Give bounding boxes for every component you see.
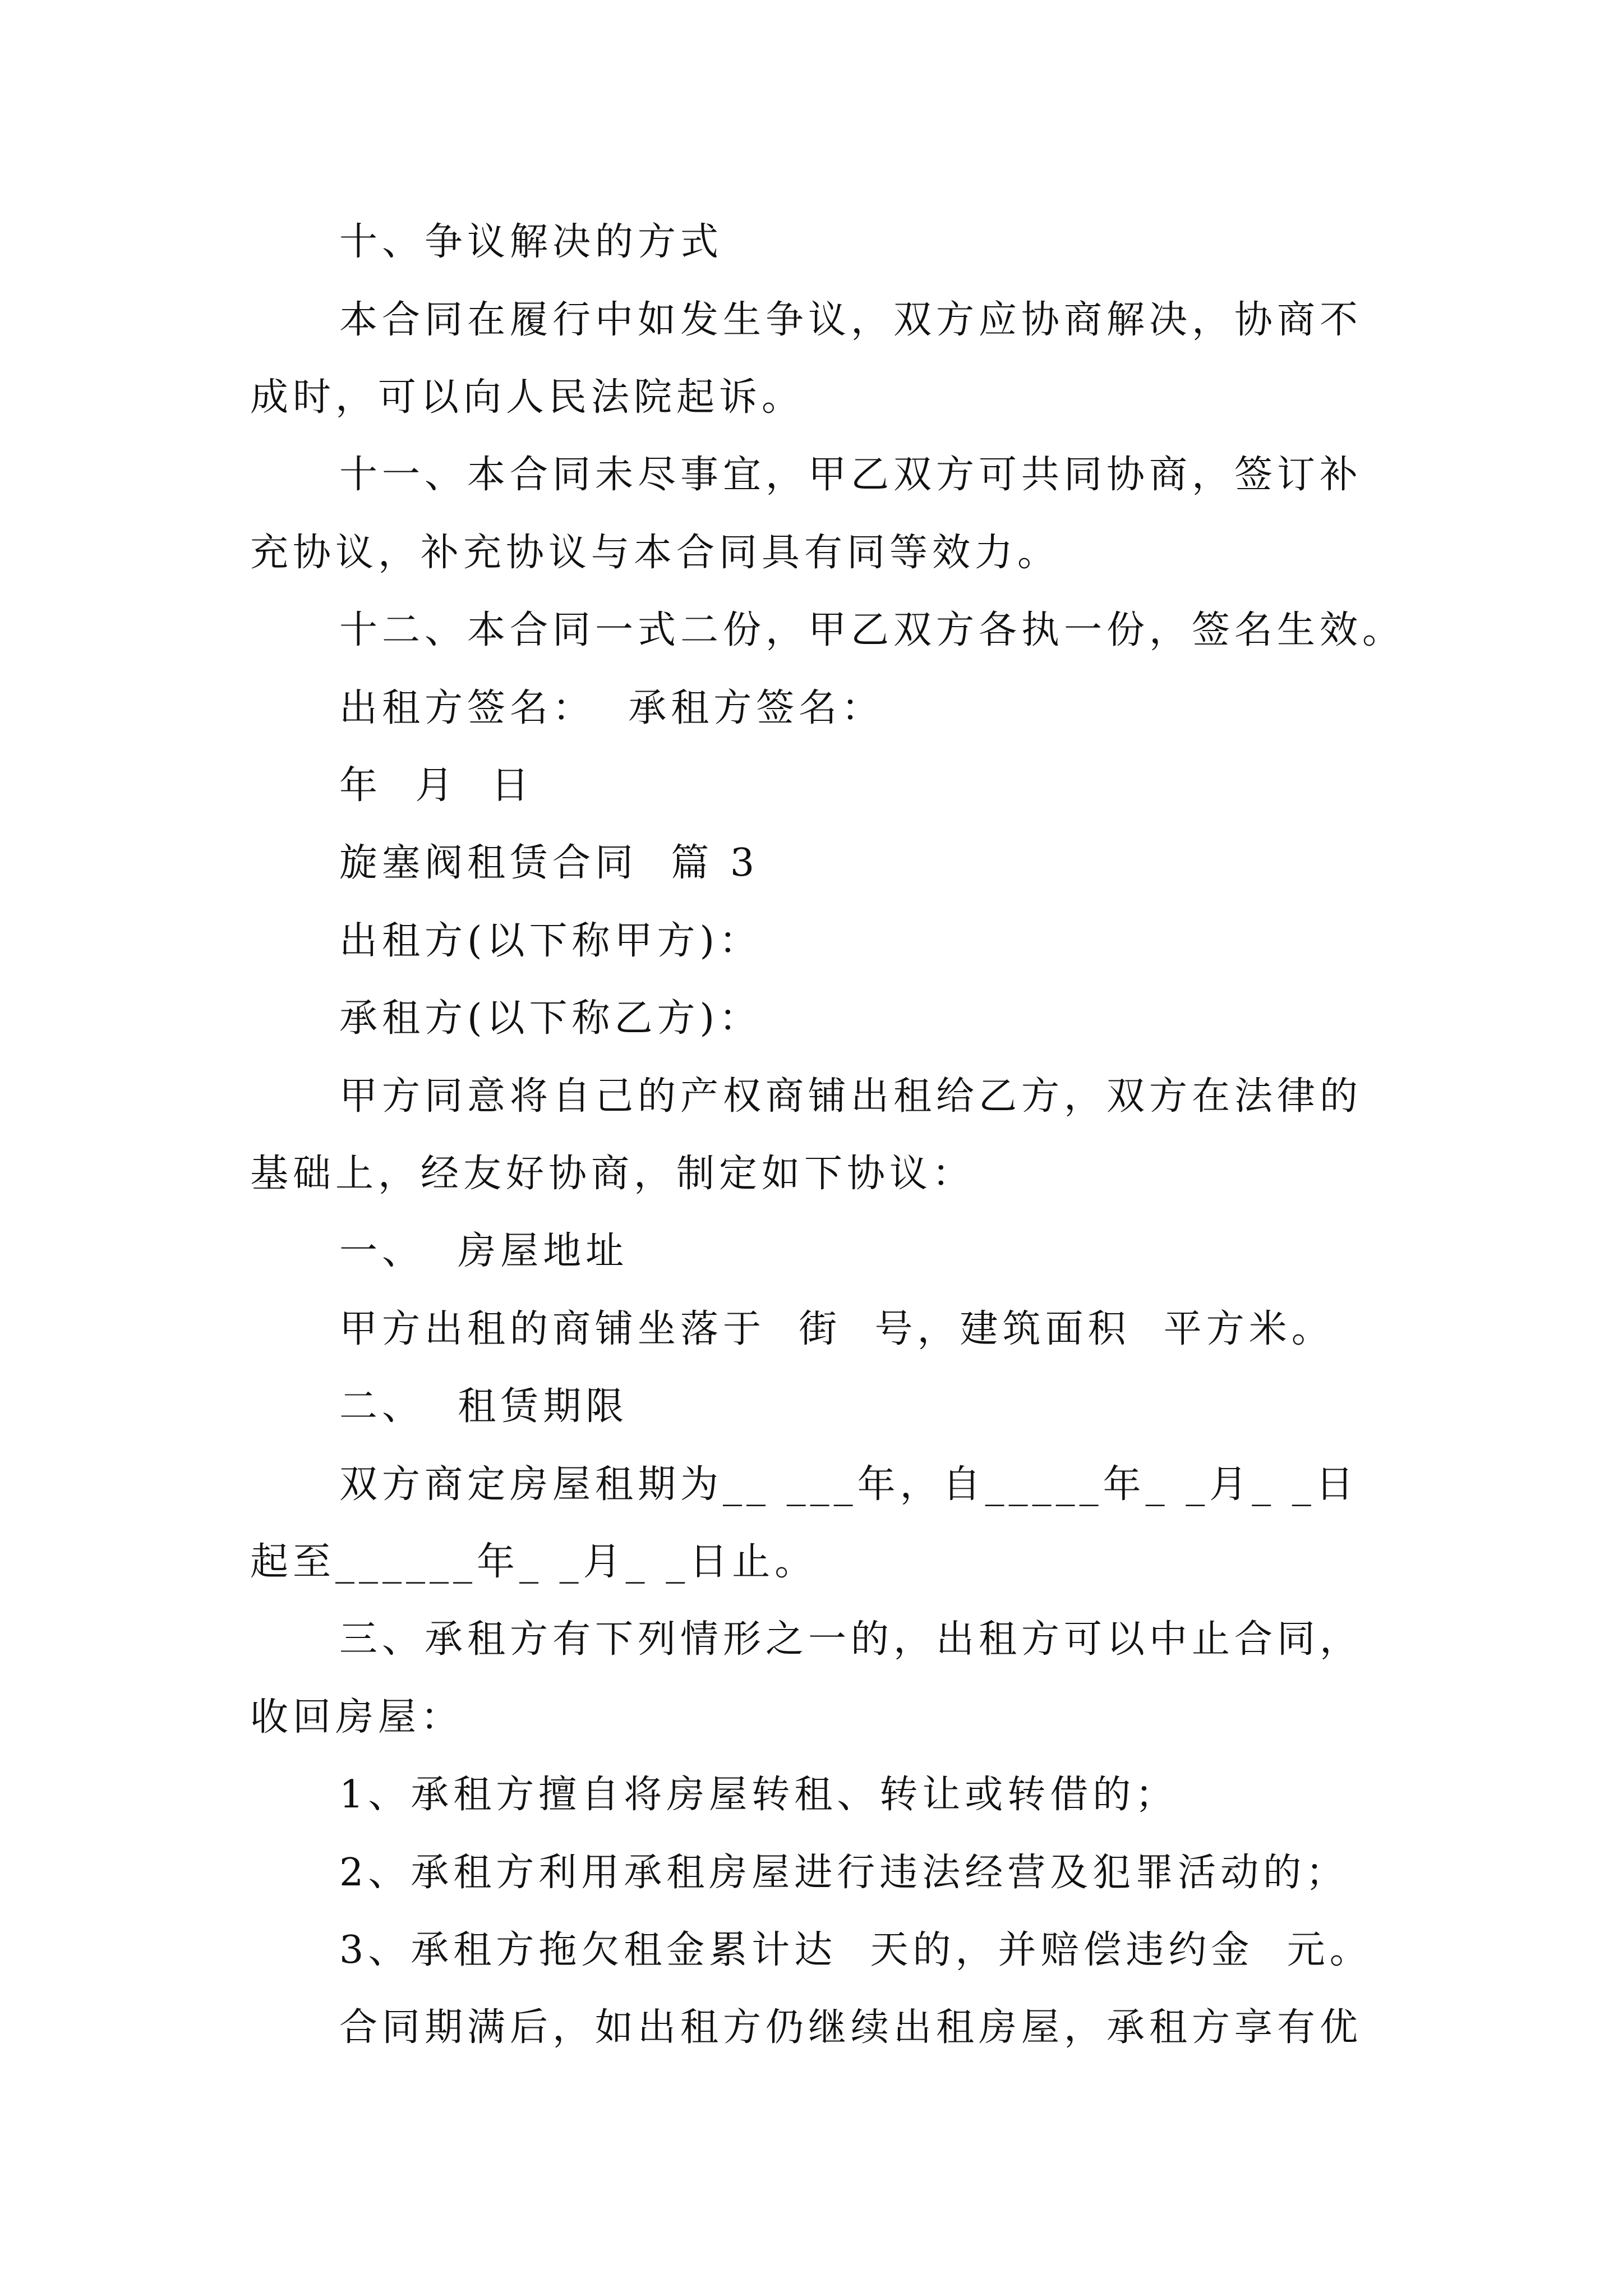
paragraph-line: 基础上，经友好协商，制定如下协议：: [250, 1152, 975, 1196]
signature-line: 出租方签名： 承租方签名：: [339, 686, 884, 730]
paragraph-line: 收回房屋：: [250, 1695, 464, 1740]
list-item: 3、承租方拖欠租金累计达 天的，并赔偿违约金 元。: [339, 1928, 1372, 1972]
date-line: 年 月 日: [339, 763, 534, 808]
paragraph-line: 本合同在履行中如发生争议，双方应协商解决，协商不: [339, 298, 1363, 342]
section-11-line: 十一、本合同未尽事宜，甲乙双方可共同协商，签订补: [339, 453, 1363, 497]
paragraph-line: 甲方同意将自己的产权商铺出租给乙方，双方在法律的: [339, 1074, 1363, 1119]
list-item: 1、承租方擅自将房屋转租、转让或转借的；: [339, 1773, 1178, 1817]
section-3-heading: 三、承租方有下列情形之一的，出租方可以中止合同，: [339, 1617, 1363, 1662]
paragraph-line: 充协议，补充协议与本合同具有同等效力。: [250, 531, 1061, 575]
section-2-heading: 二、 租赁期限: [339, 1384, 629, 1429]
list-item: 2、承租方利用承租房屋进行违法经营及犯罪活动的；: [339, 1851, 1349, 1895]
contract-title: 旋塞阀租赁合同 篇 3: [339, 841, 759, 885]
paragraph-line: 合同期满后，如出租方仍继续出租房屋，承租方享有优: [339, 2005, 1363, 2050]
section-12-line: 十二、本合同一式二份，甲乙双方各执一份，签名生效。: [339, 608, 1405, 652]
section-1-heading: 一、 房屋地址: [339, 1229, 629, 1273]
lessee-line: 承租方(以下称乙方)：: [339, 996, 762, 1041]
paragraph-line: 甲方出租的商铺坐落于 街 号，建筑面积 平方米。: [339, 1307, 1334, 1351]
lessor-line: 出租方(以下称甲方)：: [339, 919, 762, 963]
paragraph-line: 成时，可以向人民法院起诉。: [250, 375, 805, 420]
paragraph-line: 起至______年_ _月_ _日止。: [250, 1540, 818, 1584]
section-10-heading: 十、争议解决的方式: [339, 220, 723, 264]
paragraph-line: 双方商定房屋租期为__ ___年，自_____年_ _月_ _日: [339, 1462, 1358, 1507]
